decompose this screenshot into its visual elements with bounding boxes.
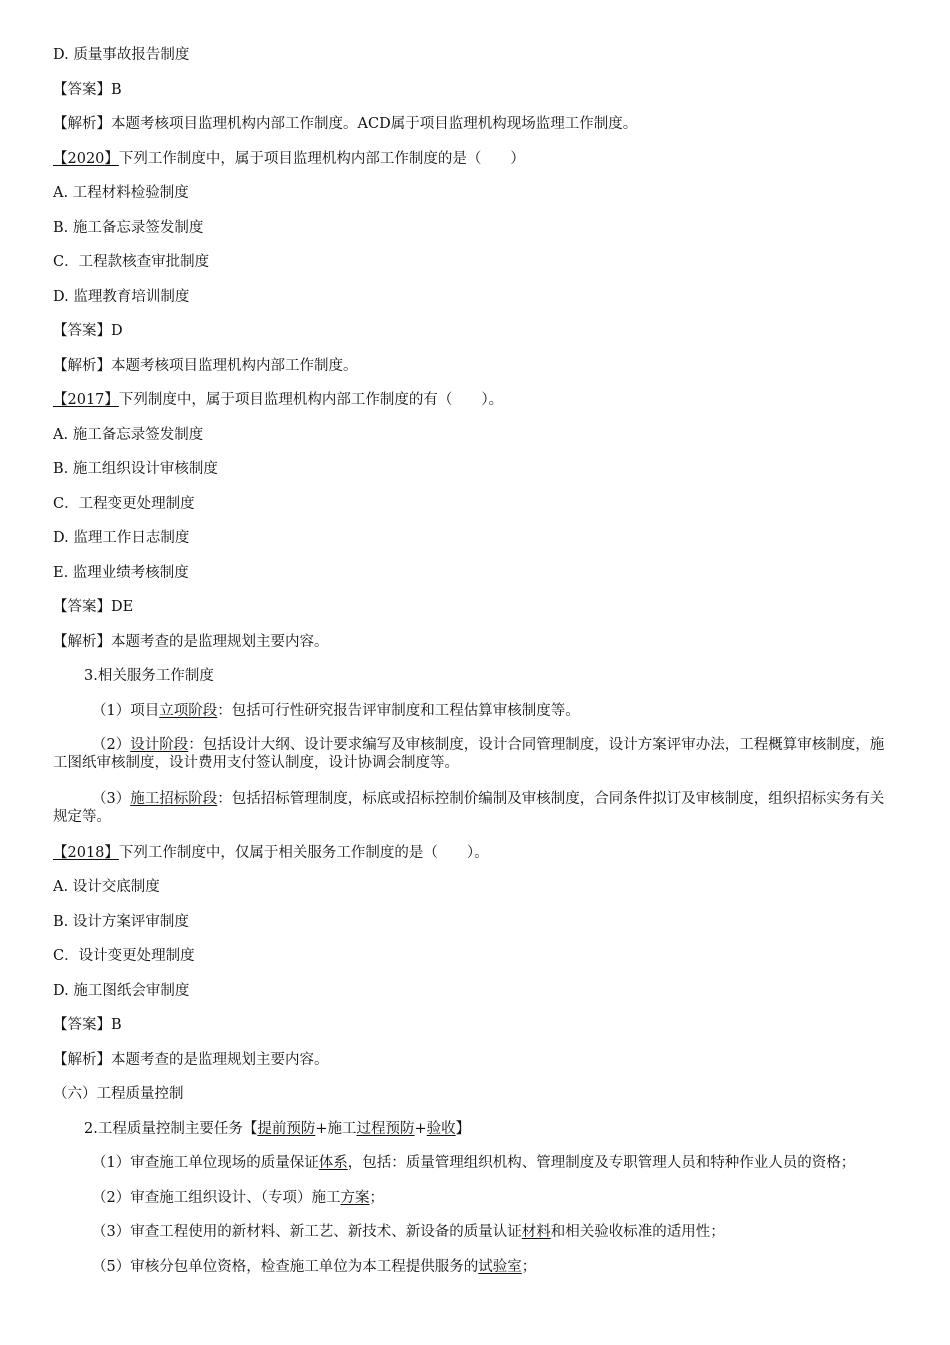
q2017-answer: 【答案】DE	[53, 599, 134, 615]
section3-item2	[53, 736, 895, 772]
section6-heading: （六）工程质量控制	[53, 1086, 184, 1102]
section6-sub-mid: +施工	[315, 1121, 357, 1137]
section6-item3-a: （3）审查工程使用的新材料、新工艺、新技术、新设备的质量认证	[92, 1224, 522, 1240]
q2020-option-b: B. 施工备忘录签发制度	[53, 220, 204, 236]
section6-subheading	[84, 1120, 470, 1138]
q2020-option-a: A. 工程材料检验制度	[53, 185, 189, 201]
q2018-option-d: D. 施工图纸会审制度	[53, 983, 190, 999]
q2017-option-d: D. 监理工作日志制度	[53, 530, 190, 546]
section3-item1-prefix: （1）项目	[92, 703, 160, 719]
section6-item2-a: （2）审查施工组织设计、（专项）施工	[92, 1190, 341, 1206]
section3-item3	[53, 790, 895, 826]
q2017-option-a: A. 施工备忘录签发制度	[53, 427, 204, 443]
section6-item3-term: 材料	[521, 1224, 551, 1240]
section6-sub-suffix: 】	[455, 1121, 471, 1137]
q2020-option-d: D. 监理教育培训制度	[53, 289, 190, 305]
q2018-option-b: B. 设计方案评审制度	[53, 914, 189, 930]
q2020-answer: 【答案】D	[53, 323, 123, 339]
q2017-option-c: C．工程变更处理制度	[53, 496, 195, 512]
section3-item1-term: 立项阶段	[159, 703, 218, 719]
q2018-option-a: A. 设计交底制度	[53, 879, 160, 895]
q2017-option-e: E. 监理业绩考核制度	[53, 565, 189, 581]
section6-item1-a: （1）审查施工单位现场的质量保证	[92, 1155, 319, 1171]
section6-item3-b: 和相关验收标准的适用性；	[550, 1224, 725, 1240]
section6-item5	[92, 1258, 536, 1276]
section6-sub-term1: 提前预防	[257, 1121, 316, 1137]
q2018-stem-text: 下列工作制度中，仅属于相关服务工作制度的是（ ）。	[118, 845, 489, 861]
section6-item5-term: 试验室	[478, 1259, 522, 1275]
q2018-answer: 【答案】B	[53, 1017, 122, 1033]
q2017-year: 【2017】	[53, 392, 119, 408]
q2020-stem-text: 下列工作制度中，属于项目监理机构内部工作制度的是（ ）	[118, 151, 525, 167]
section3-item2-term: 设计阶段	[130, 737, 189, 753]
section3-item3-text: ：包括招标管理制度，标底或招标控制价编制及审核制度，合同条件拟订及审核制度，组织招标实务有关规定等。	[53, 791, 885, 825]
q1-option-d: D. 质量事故报告制度	[53, 47, 190, 63]
section3-item3-term: 施工招标阶段	[130, 791, 218, 807]
section3-item3-prefix: （3）	[92, 791, 131, 807]
q2018-year: 【2018】	[53, 845, 119, 861]
section6-item1-b: ，包括：质量管理组织机构、管理制度及专职管理人员和特种作业人员的资格；	[347, 1155, 856, 1171]
section6-sub-term2: 过程预防	[356, 1121, 415, 1137]
section6-sub-term3: 验收	[426, 1121, 456, 1137]
q2020-year: 【2020】	[53, 151, 119, 167]
section6-item5-b: ；	[521, 1259, 537, 1275]
q2020-option-c: C．工程款核查审批制度	[53, 254, 210, 270]
q2018-analysis: 【解析】本题考查的是监理规划主要内容。	[53, 1052, 329, 1068]
q1-answer: 【答案】B	[53, 82, 122, 98]
section6-item1-term: 体系	[318, 1155, 348, 1171]
q2017-stem-text: 下列制度中，属于项目监理机构内部工作制度的有（ ）。	[118, 392, 504, 408]
section3-item2-text: ：包括设计大纲、设计要求编写及审核制度，设计合同管理制度，设计方案评审办法，工程概算审核制度，施工图纸审核制度，设计费用支付签认制度，设计协调会制度等。	[53, 737, 885, 771]
section3-heading: 3.相关服务工作制度	[84, 668, 214, 684]
section6-item5-a: （5）审核分包单位资格，检查施工单位为本工程提供服务的	[92, 1259, 479, 1275]
section6-item2-b: ；	[369, 1190, 384, 1206]
q1-analysis: 【解析】本题考核项目监理机构内部工作制度。ACD属于项目监理机构现场监理工作制度。	[53, 116, 638, 132]
section3-item2-prefix: （2）	[92, 737, 131, 753]
section3-item1	[92, 702, 580, 720]
section6-item2-term: 方案	[340, 1190, 370, 1206]
q2017-stem	[53, 391, 503, 409]
section6-sub-plus: +	[414, 1121, 427, 1137]
section6-item2	[92, 1189, 384, 1207]
section6-item3	[92, 1223, 725, 1241]
q2020-analysis: 【解析】本题考核项目监理机构内部工作制度。	[53, 358, 358, 374]
section3-item1-text: ：包括可行性研究报告评审制度和工程估算审核制度等。	[217, 703, 580, 719]
section6-sub-prefix: 2.工程质量控制主要任务【	[84, 1121, 258, 1137]
q2018-option-c: C．设计变更处理制度	[53, 948, 195, 964]
q2020-stem	[53, 150, 525, 168]
q2017-analysis: 【解析】本题考查的是监理规划主要内容。	[53, 634, 329, 650]
q2018-stem	[53, 844, 489, 862]
q2017-option-b: B. 施工组织设计审核制度	[53, 461, 218, 477]
section6-item1	[92, 1154, 855, 1172]
